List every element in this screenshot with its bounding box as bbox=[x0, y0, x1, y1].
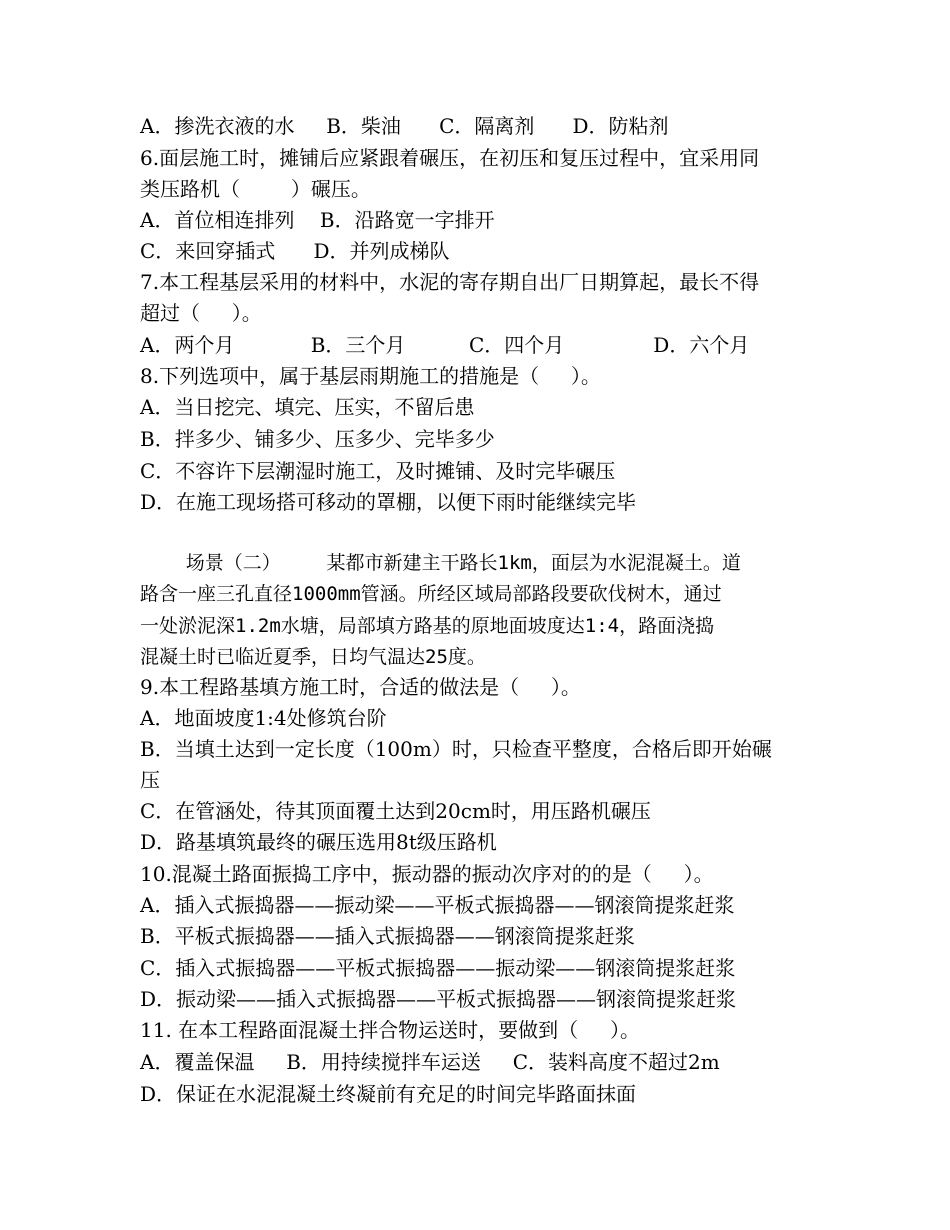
q10-option-a: A．插入式振捣器——振动梁——平板式振捣器——钢滚筒提浆赶浆 bbox=[140, 893, 735, 917]
q5-options: A．掺洗衣液的水 B．柴油 C．隔离剂 D．防粘剂 bbox=[140, 114, 669, 138]
scene2-line2: 路含一座三孔直径1000mm管涵。所经区域局部路段要砍伐树木，通过 bbox=[140, 583, 722, 605]
q9-option-c: C．在管涵处，待其顶面覆土达到20cm时，用压路机碾压 bbox=[140, 799, 651, 823]
q10-stem: 10.混凝土路面振捣工序中，振动器的振动次序对的的是（ ）。 bbox=[140, 862, 714, 886]
q8-option-b: B．拌多少、铺多少、压多少、完毕多少 bbox=[140, 427, 495, 451]
q9-option-a: A．地面坡度1:4处修筑台阶 bbox=[140, 706, 387, 730]
q11-stem: 11. 在本工程路面混凝土拌合物运送时，要做到（ ）。 bbox=[140, 1018, 640, 1042]
q7-options: A．两个月 B．三个月 C．四个月 D．六个月 bbox=[140, 333, 750, 357]
q6-options-cd: C．来回穿插式 D．并列成梯队 bbox=[140, 239, 450, 263]
q6-stem: 6.面层施工时，摊铺后应紧跟着碾压，在初压和复压过程中，宜采用同 bbox=[140, 146, 760, 170]
q9-option-d: D．路基填筑最终的碾压选用8t级压路机 bbox=[140, 830, 497, 854]
q8-option-d: D．在施工现场搭可移动的罩棚，以便下雨时能继续完毕 bbox=[140, 490, 637, 514]
q10-option-b: B．平板式振捣器——插入式振捣器——钢滚筒提浆赶浆 bbox=[140, 924, 635, 948]
scene2-line1: 场景（二） 某都市新建主干路长1km，面层为水泥混凝土。道 bbox=[140, 552, 741, 574]
q7-stem: 7.本工程基层采用的材料中，水泥的寄存期自出厂日期算起，最长不得 bbox=[140, 270, 760, 294]
q9-option-b: B．当填土达到一定长度（100m）时，只检查平整度，合格后即开始碾 bbox=[140, 737, 772, 761]
q11-option-d: D．保证在水泥混凝土终凝前有充足的时间完毕路面抹面 bbox=[140, 1082, 637, 1106]
q9-option-b-cont: 压 bbox=[140, 768, 160, 792]
scene2-line3: 一处淤泥深1.2m水塘，局部填方路基的原地面坡度达1:4，路面浇捣 bbox=[140, 615, 715, 637]
q8-option-c: C．不容许下层潮湿时施工，及时摊铺、及时完毕碾压 bbox=[140, 459, 616, 483]
q7-stem-cont: 超过（ ）。 bbox=[140, 301, 262, 325]
scene2-line4: 混凝土时已临近夏季，日均气温达25度。 bbox=[140, 646, 486, 668]
q10-option-d: D．振动梁——插入式振捣器——平板式振捣器——钢滚筒提浆赶浆 bbox=[140, 987, 737, 1011]
q6-options-ab: A．首位相连排列 B．沿路宽一字排开 bbox=[140, 208, 495, 232]
q8-stem: 8.下列选项中，属于基层雨期施工的措施是（ ）。 bbox=[140, 364, 601, 388]
q10-option-c: C．插入式振捣器——平板式振捣器——振动梁——钢滚筒提浆赶浆 bbox=[140, 956, 736, 980]
q11-options-abc: A．覆盖保温 B．用持续搅拌车运送 C．装料高度不超过2m bbox=[140, 1050, 720, 1074]
q6-stem-cont: 类压路机（ ）碾压。 bbox=[140, 177, 371, 201]
q9-stem: 9.本工程路基填方施工时，合适的做法是（ ）。 bbox=[140, 675, 581, 699]
q8-option-a: A．当日挖完、填完、压实，不留后患 bbox=[140, 395, 475, 419]
